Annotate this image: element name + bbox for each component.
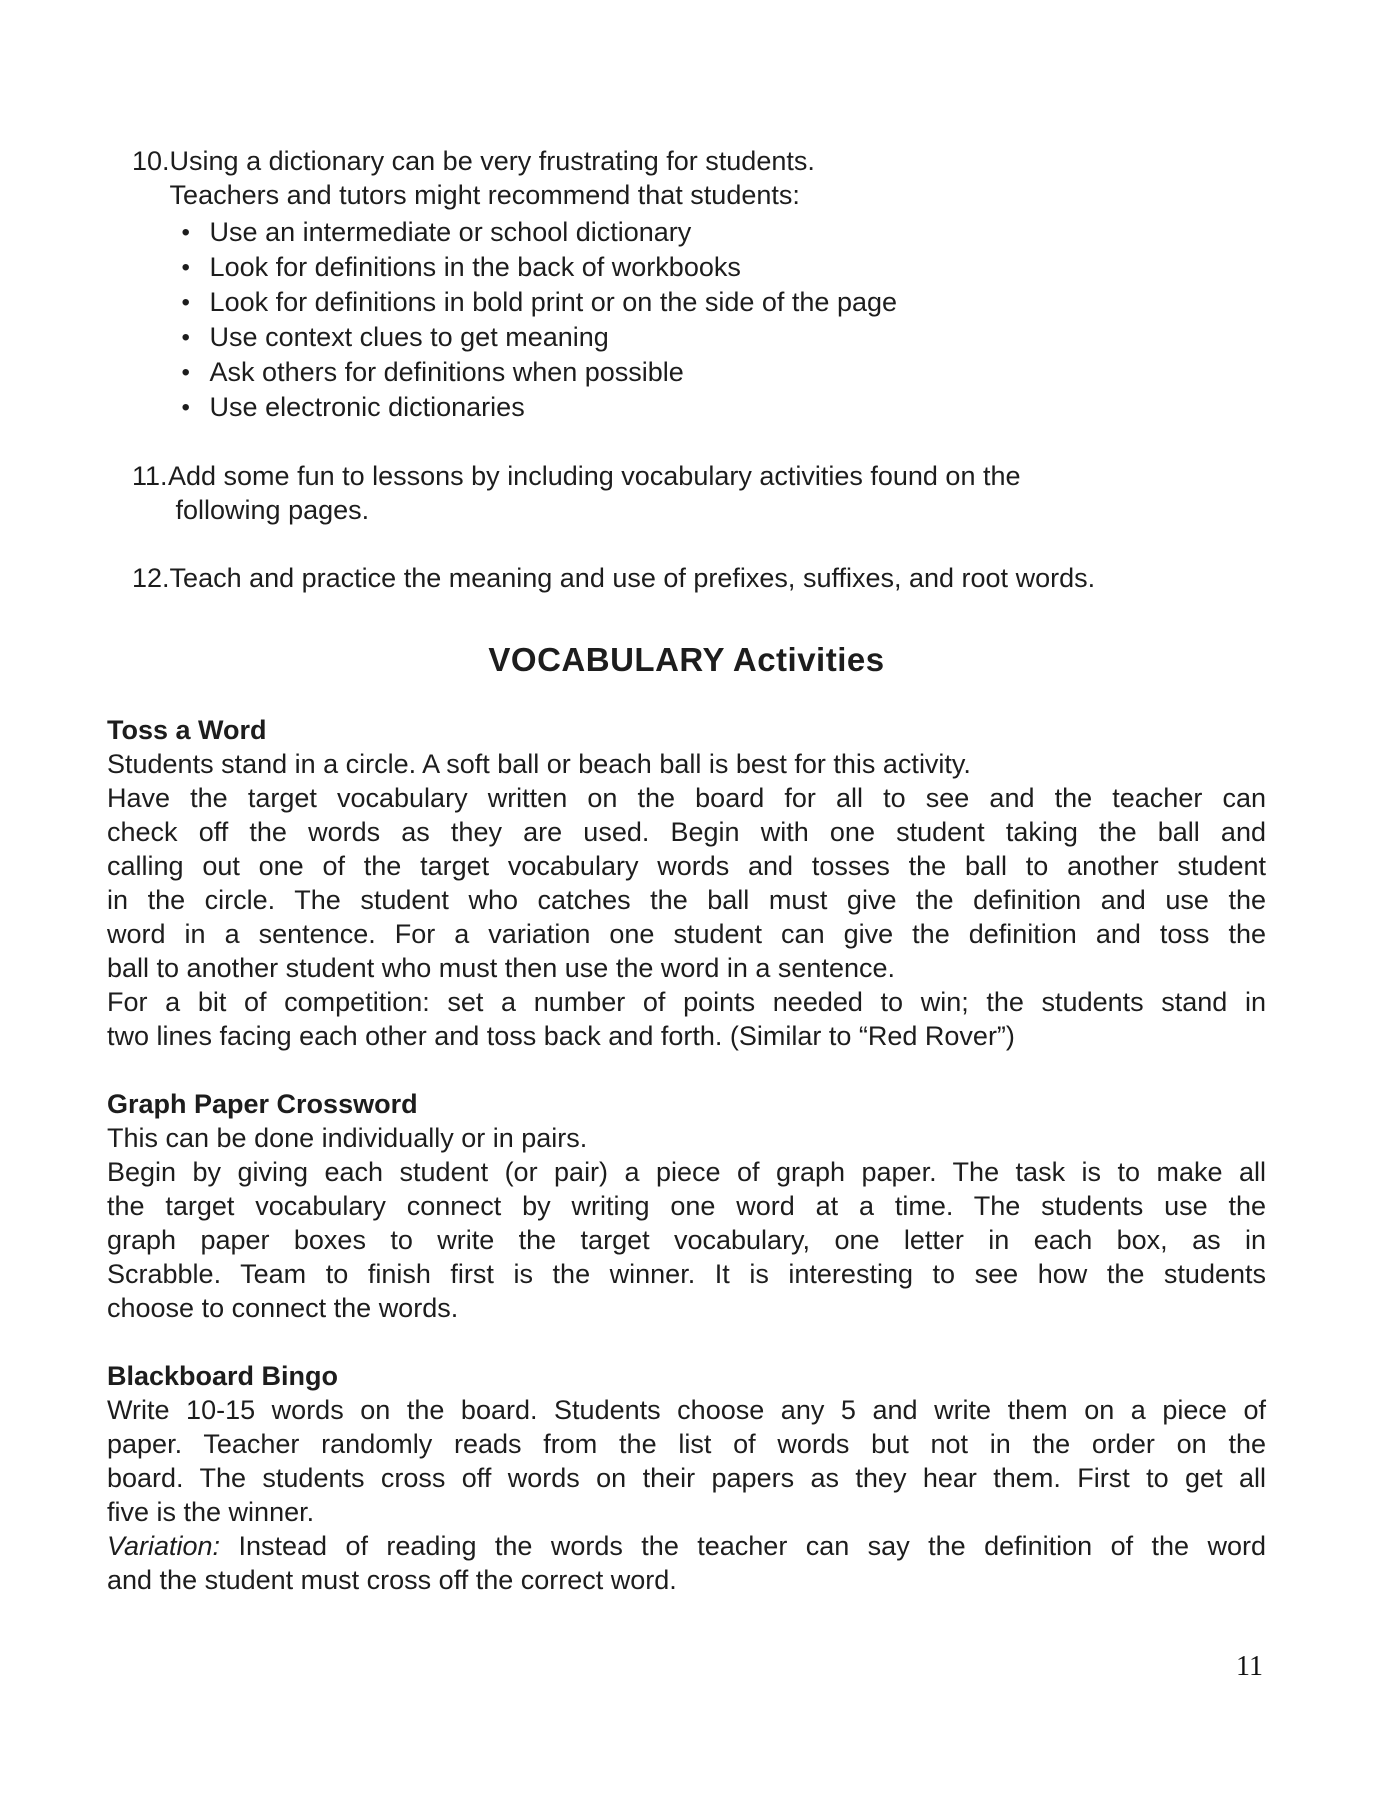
paragraph [107,985,1266,1053]
bullet-item: • Ask others for definitions when possible [170,355,1266,390]
section-toss-a-word [107,713,1266,1053]
list-item-body [170,561,1266,595]
text-line: following pages. [168,495,370,525]
bullet-item: • Use electronic dictionaries [170,390,1266,425]
section-title: Blackboard Bingo [107,1361,339,1391]
page-number: 11 [1236,1651,1263,1682]
list-item-12 [107,561,1266,595]
text-line: Add some fun to lessons by including vocabulary activities found on the [168,461,1021,491]
text-line: in the circle. The student who catches the ball must give the definition and use the [107,885,1266,915]
bullet-item: • Use context clues to get meaning [170,320,1266,355]
italic-label: Variation: [107,1531,221,1561]
bullet-item: • Look for definitions in bold print or on the side of the page [170,285,1266,320]
list-item-body [168,459,1266,527]
text-line: Begin by giving each student (or pair) a piece of graph paper. The task is to make all [107,1157,1266,1187]
text-line: choose to connect the words. [107,1293,459,1323]
section-title: Graph Paper Crossword [107,1089,418,1119]
text-line: board. The students cross off words on their papers as they hear them. First to get all [107,1463,1266,1493]
list-item-number: 10. [132,146,170,176]
text-line: ball to another student who must then use the word in a sentence. [107,953,895,983]
text-line: Variation: Instead of reading the words the teacher can say the definition of the word [107,1531,1266,1561]
text-line: the target vocabulary connect by writing one word at a time. The students use the [107,1191,1266,1221]
bullet-item: • Use an intermediate or school dictionary [170,215,1266,250]
paragraph [107,1121,1266,1155]
text-line: graph paper boxes to write the target vocabulary, one letter in each box, as in [107,1225,1266,1255]
list-item-10 [107,144,1266,425]
text-line: check off the words as they are used. Begin with one student taking the ball and [107,817,1266,847]
paragraph [107,781,1266,985]
list-item-number: 12. [132,563,170,593]
text-line: word in a sentence. For a variation one student can give the definition and toss the [107,919,1266,949]
text-line: Using a dictionary can be very frustrating for students. [169,146,815,176]
section-blackboard-bingo [107,1359,1266,1597]
text-line: calling out one of the target vocabulary words and tosses the ball to another student [107,851,1266,881]
numbered-list [107,144,1266,595]
paragraph [107,747,1266,781]
list-item-11 [107,459,1266,527]
text-line: For a bit of competition: set a number of points needed to win; the students stand in [107,987,1266,1017]
text-line: two lines facing each other and toss back and forth. (Similar to “Red Rover”) [107,1021,1015,1051]
text-line: five is the winner. [107,1497,315,1527]
text-line: This can be done individually or in pairs. [107,1123,588,1153]
list-item-body [170,144,1266,425]
paragraph [107,1393,1266,1529]
section-graph-paper-crossword [107,1087,1266,1325]
page-title: VOCABULARY Activities [488,641,885,678]
text-line: paper. Teacher randomly reads from the list of words but not in the order on the [107,1429,1266,1459]
text-line: Teach and practice the meaning and use of prefixes, suffixes, and root words. [169,563,1096,593]
text-line: Write 10-15 words on the board. Students choose any 5 and write them on a piece of [107,1395,1266,1425]
list-item-number: 11. [132,461,168,491]
text-line: Teachers and tutors might recommend that students: [169,180,800,210]
section-title: Toss a Word [107,715,267,745]
text-line: Scrabble. Team to finish first is the winner. It is interesting to see how the students [107,1259,1266,1289]
text-line: Students stand in a circle. A soft ball or beach ball is best for this activity. [107,749,971,779]
paragraph [107,1155,1266,1325]
paragraph [107,1529,1266,1597]
bullet-item: • Look for definitions in the back of workbooks [170,250,1266,285]
text-line: and the student must cross off the correct word. [107,1565,677,1595]
sections-container [107,713,1266,1597]
bullet-list [170,215,1266,425]
text-line: Have the target vocabulary written on the board for all to see and the teacher can [107,783,1266,813]
